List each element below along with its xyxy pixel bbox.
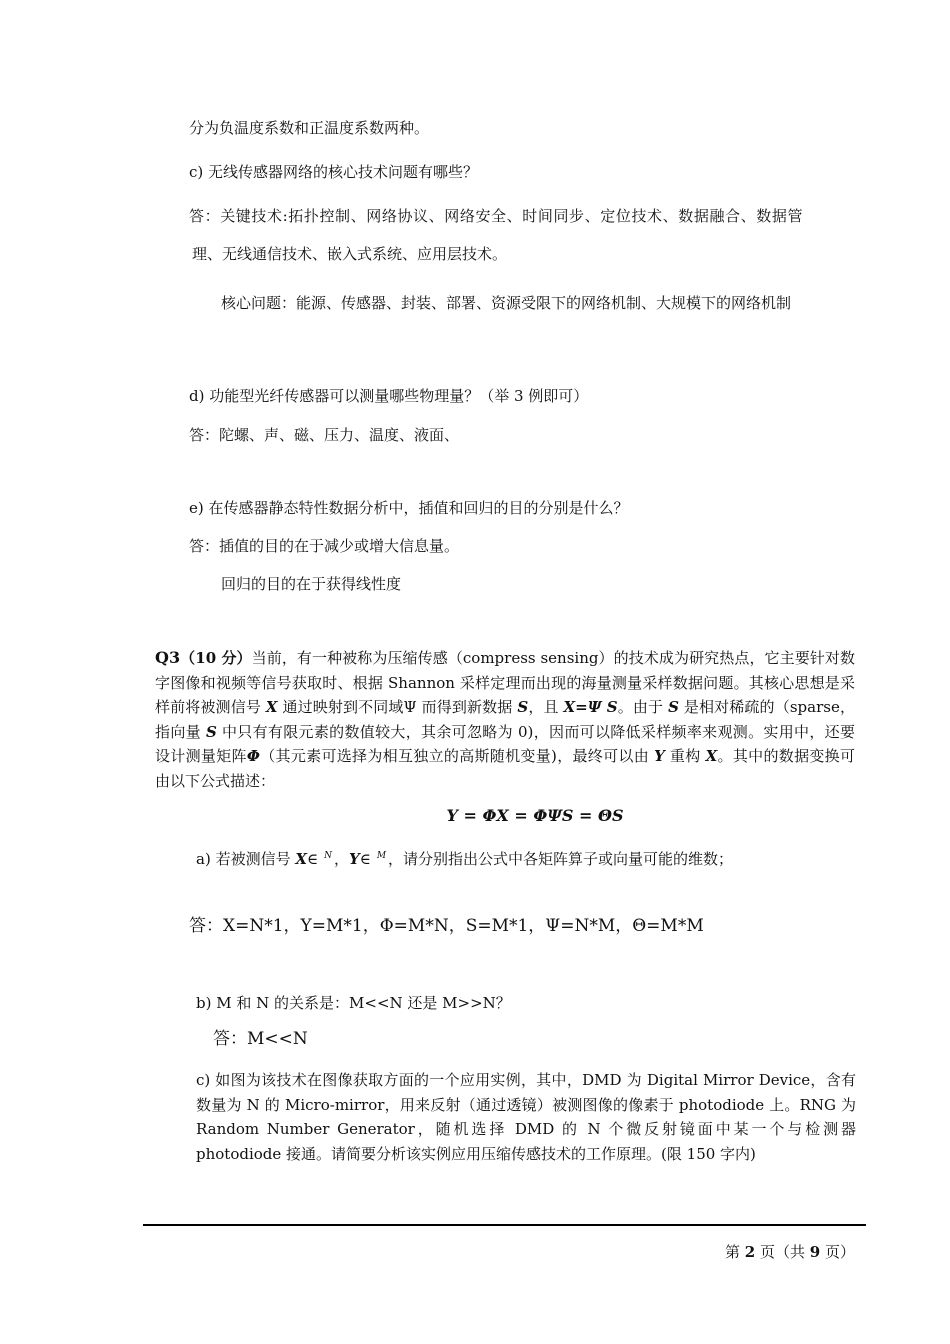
q3-label: Q3 [155,648,181,667]
var-s: S [517,698,529,716]
question-a [196,846,733,869]
var-y: Y [348,850,360,868]
question-a-text: a) 若被测信号 [196,850,296,868]
text-line: 分为负温度系数和正温度系数两种。 [189,119,430,137]
page-number: 2 [744,1243,756,1261]
answer-a: 答：X=N*1，Y=M*1，Φ=M*N，S=M*1，Ψ=N*M，Θ=M*M [189,916,704,936]
page-footer [725,1241,855,1262]
answer-e-line2: 回归的目的在于获得线性度 [221,575,402,593]
q3-text: 通过映射到不同域Ψ 而得到新数据 [277,698,518,716]
q3-text: ，且 [528,698,564,716]
answer-c-line2: 理、无线通信技术、嵌入式系统、应用层技术。 [192,245,508,263]
answer-c-line3: 核心问题：能源、传感器、封装、部署、资源受限下的网络机制、大规模下的网络机制 [221,294,792,312]
total-pages: 9 [809,1243,821,1261]
element-of-symbol: ∈ [359,850,371,868]
question-c: c) 无线传感器网络的核心技术问题有哪些？ [189,163,479,181]
question-b: b) M 和 N 的关系是：M<<N 还是 M>>N？ [196,994,511,1012]
var-phi: Φ [246,747,260,765]
answer-d: 答：陀螺、声、磁、压力、温度、液面、 [189,426,460,444]
q3-text: 。其中的数据变换可由以下公式描述： [155,747,855,790]
var-x: X [295,850,307,868]
q3-points: （10 分） [180,649,252,667]
superscript-n: N [324,851,332,861]
q3-text: （其元素可选择为相互独立的高斯随机变量)，最终可以由 [259,747,655,765]
q3-text: 。由于 [617,698,669,716]
question-d: d) 功能型光纤传感器可以测量哪些物理量？（举 3 例即可） [189,387,589,405]
answer-c-line1: 答：关键技术:拓扑控制、网络协议、网络安全、时间同步、定位技术、数据融合、数据管 [189,207,804,225]
formula: Y = ΦX = ΦΨS = ΘS [446,806,624,825]
footer-text: 页（共 [755,1243,810,1261]
q3-text: 是相对稀疏的（sparse，指向量 [155,698,855,741]
var-s: S [206,722,217,741]
var-s: S [668,698,679,716]
answer-b: 答：M<<N [213,1029,308,1049]
superscript-m: M [376,851,387,861]
equation-inline: X=Ψ S [563,698,618,716]
var-x: X [265,698,278,716]
q3-paragraph [155,646,855,793]
question-e: e) 在传感器静态特性数据分析中，插值和回归的目的分别是什么？ [189,499,629,517]
q3-text: 中只有有限元素的数值较大，其余可忽略为 0)，因而可以降低采样频率来观测。实用中，还要设计测量矩阵 [155,722,855,765]
q3-text: 当前，有一种被称为压缩传感（compress sensing）的技术成为研究热点，它主要针对数字图像和视频等信号获取时、根据 Shannon 采样定理而出现的海量测量采样数据问题。其核心思想是采样前将被测信号 [155,649,855,716]
answer-e-line1: 答：插值的目的在于减少或增大信息量。 [189,537,460,555]
q3-text: 重构 [664,747,706,765]
footer-text: 第 [725,1243,745,1261]
element-of-symbol: ∈ [306,850,319,868]
var-x: X [705,747,718,765]
var-y: Y [654,747,665,765]
footer-rule [143,1224,866,1226]
separator: ， [333,850,349,868]
question-c-paragraph: c) 如图为该技术在图像获取方面的一个应用实例，其中，DMD 为 Digital Mirror Device，含有数量为 N 的 Micro-mirror，用来反射（通过透镜）被测图像的像素于 photodiode 上。RNG 为 Random Number Generator，随机选择 DMD 的 N 个微反射镜面中某一个与检测器 photodiode 接通。请简要分析该实例应用压缩传感技术的工作原理。(限 150 字内) [196,1071,856,1163]
question-a-text: ，请分别指出公式中各矩阵算子或向量可能的维数； [388,850,734,868]
footer-text: 页） [820,1243,855,1261]
